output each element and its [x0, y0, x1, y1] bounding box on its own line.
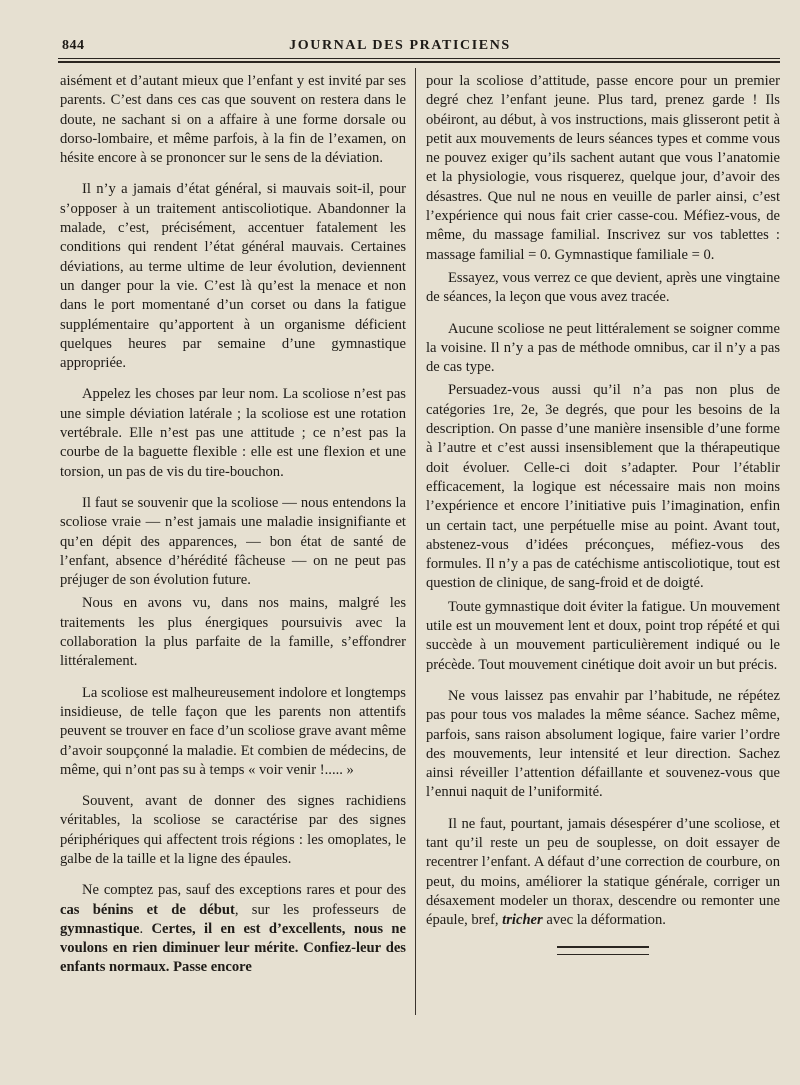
right-column: [426, 72, 780, 1017]
paragraph: [60, 881, 406, 977]
text-run: Il ne faut, pourtant, jamais désespérer d’une scoliose, et tant qu’il reste un peu de souplesse, on doit essayer de recentrer l’enfant. A défaut d’une correction de courbure, on peut, du moins, améliorer la statique générale, corriger un désaxement modeler un thorax, descendre ou remonter une épaule, bref,: [426, 815, 780, 929]
paragraph: Aucune scoliose ne peut littéralement se soigner comme la voisine. Il n’y a pas de méthode omnibus, car il n’y a pas de cas type.: [426, 320, 780, 376]
paragraph: Appelez les choses par leur nom. La scoliose n’est pas une simple déviation latérale ; la scoliose est une rotation vertébrale. Elle n’est pas une attitude ; ce n’est pas la courbe de la baguette flexible : elle est une flexion et une torsion, un pas de vis du tire-bouchon.: [60, 386, 406, 480]
paragraph: Nous en avons vu, dans nos mains, malgré les traitements les plus énergiques poursuivis avec la collaboration la plus parfaite de la famille, s’effondrer littéralement.: [60, 595, 406, 670]
paragraph: Essayez, vous verrez ce que devient, après une vingtaine de séances, la leçon que vous avez tracée.: [426, 269, 780, 306]
header-rule: [58, 58, 780, 59]
italic-text: tricher: [502, 912, 543, 929]
paragraph: Il faut se souvenir que la scoliose — nous entendons la scoliose vraie — n’est jamais une maladie insignifiante et qu’en dépit des apparences, — bon état de santé de l’enfant, absence d’hérédité fâcheuse — on ne peut pas préjuger de son évolution future.: [60, 494, 406, 589]
text-run: avec la déformation.: [542, 912, 666, 929]
paragraph: [426, 815, 780, 931]
end-ornament: [557, 946, 649, 955]
left-column: [60, 72, 406, 1017]
bold-text: cas bénins et de début: [60, 901, 235, 918]
paragraph: Il n’y a jamais d’état général, si mauvais soit-il, pour s’opposer à un traitement antiscoliotique. Abandonner la malade, c’est, précisément, accentuer fatalement les conditions qui rendent l’état général mauvais. Certaines déviations, au terme ultime de leur évolution, deviennent un danger pour la vie. C’est là qu’est la menace et non dans le port momentané d’un corset ou dans la fatigue supplémentaire qu’apportent à un organisme déficient quelques heures par semaine d’une gymnastique appropriée.: [60, 181, 406, 372]
page-number: 844: [62, 38, 85, 53]
running-title: JOURNAL DES PRATICIENS: [289, 38, 511, 53]
paragraph: pour la scoliose d’attitude, passe encore pour un premier degré chez l’enfant jeune. Plus tard, prenez garde ! Ils obéiront, au début, à vos instructions, mais glisseront petit à petit aux mouvements de leurs séances types et comme vous ne pouvez exiger qu’ils sachent autant que vous l’anatomie et la physiologie, vous risquerez, quelque jour, d’avoir des désastres. Que nul ne nous en veuille de parler ainsi, c’est l’expérience qui nous fait crier casse-cou. Méfiez-vous, de même, du massage familial. Inscrivez sur vos tablettes : massage familial = 0. Gymnastique familiale = 0.: [426, 73, 780, 263]
paragraph: aisément et d’autant mieux que l’enfant y est invité par ses parents. C’est dans ces cas que souvent on restera dans le doute, ne sachant si on a affaire à une forme dorsale ou dorso-lombaire, et même parfois, à la fin de l’examen, on hésite encore à se prononcer sur le sens de la déviation.: [60, 73, 406, 167]
paragraph: La scoliose est malheureusement indolore et longtemps insidieuse, de telle façon que les parents non attentifs peuvent se trouver en face d’un scoliose grave avant même d’avoir soupçonné la maladie. Et combien de médecins, de même, qui n’ont pas su à temps « voir venir !..... »: [60, 684, 406, 778]
bold-text: Certes, il en est d’excellents, nous ne voulons en rien diminuer leur mérite. Confiez-leur des enfants normaux. Passe encore: [60, 920, 407, 976]
header-rule-thick: [58, 61, 780, 63]
paragraph: Persuadez-vous aussi qu’il n’a pas non plus de catégories 1re, 2e, 3e degrés, que pour les besoins de la description. On passe d’une manière insensible d’une forme à l’autre et c’est aussi insensiblement que la thérapeutique doit évoluer. Celle-ci doit s’adapter. Pour l’établir efficacement, la logique est nécessaire mais non moins l’expérience et encore l’initiative puis l’imagination, enfin un certain tact, une perpétuelle mise au point. Avant tout, abstenez-vous d’idées préconçues, méfiez-vous des formules. Il n’y a pas de catéchisme antiscoliotique, tout est question de clinique, de sang-froid et de doigté.: [426, 382, 780, 592]
bold-text: gymnastique: [60, 920, 140, 937]
text-run: Ne comptez pas, sauf des exceptions rares et pour des: [82, 882, 406, 899]
paragraph: Souvent, avant de donner des signes rachidiens véritables, la scoliose se caractérise par des signes périphériques qui affectent trois régions : les omoplates, le galbe de la taille et la ligne des épaules.: [60, 793, 406, 867]
column-divider: [415, 68, 416, 1015]
text-run: , sur les professeurs de: [234, 901, 406, 918]
paragraph: Ne vous laissez pas envahir par l’habitude, ne répétez pas pour tous vos malades la même séance. Sachez même, parfois, sans raison absolument logique, faire varier l’ordre des mouvements, leur intensité et leur direction. Sachez ainsi réveiller l’attention défaillante et souvenez-vous que l’ennui naquit de l’uniformité.: [426, 687, 780, 801]
paragraph: Toute gymnastique doit éviter la fatigue. Un mouvement utile est un mouvement lent et doux, point trop répété et qui succède à un mouvement particulièrement indiqué ou le précède. Tout mouvement cinétique doit avoir un but précis.: [426, 598, 780, 673]
text-run: .: [139, 920, 152, 937]
